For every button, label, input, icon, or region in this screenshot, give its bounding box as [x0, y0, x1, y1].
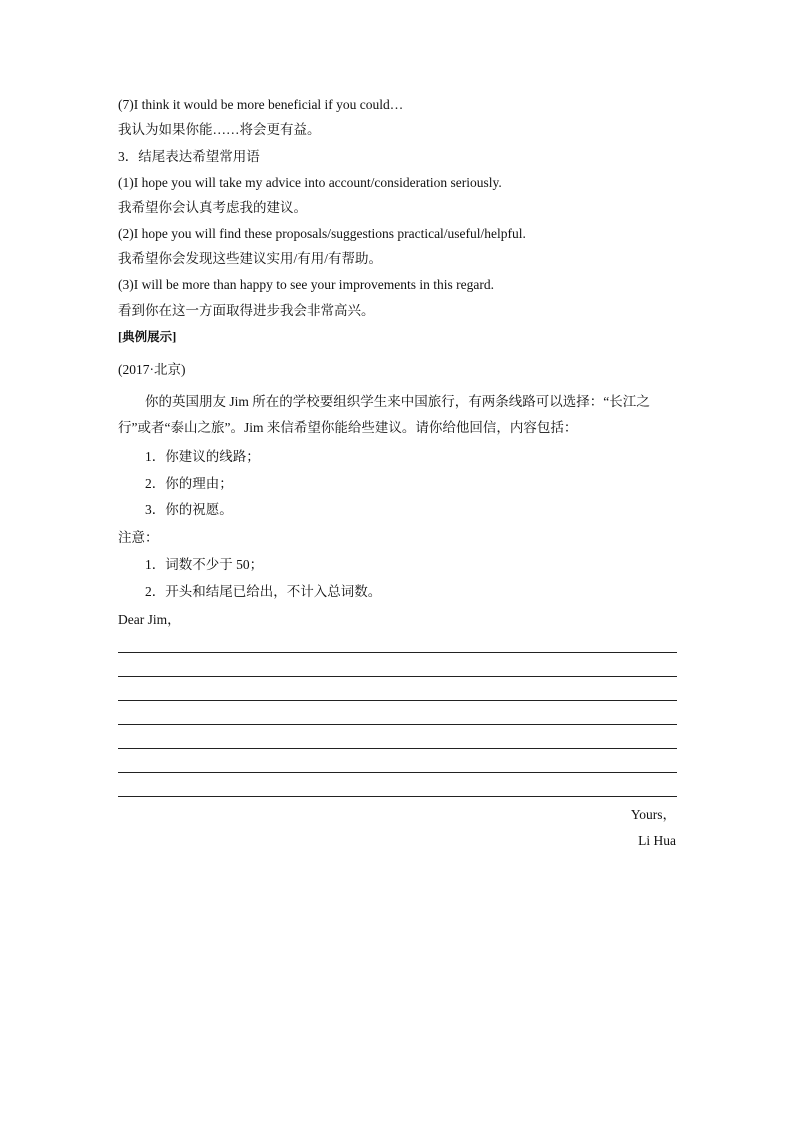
- writing-line: [118, 652, 677, 653]
- example-source: (2017·北京): [118, 362, 186, 377]
- writing-line: [118, 700, 677, 701]
- letter-signature: Li Hua: [638, 833, 676, 848]
- prompt-point-1: 1．你建议的线路；: [145, 449, 260, 464]
- note-1: 1．词数不少于 50；: [145, 557, 264, 572]
- phrase-7-english: (7)I think it would be more beneficial if you could…: [118, 97, 404, 112]
- note-2: 2．开头和结尾已给出，不计入总词数。: [145, 584, 382, 599]
- letter-salutation: Dear Jim，: [118, 612, 181, 627]
- prompt-point-3: 3．你的祝愿。: [145, 502, 233, 517]
- notes-label: 注意：: [118, 530, 159, 545]
- phrase-3-chinese: 看到你在这一方面取得进步我会非常高兴。: [118, 303, 375, 318]
- phrase-7-chinese: 我认为如果你能……将会更有益。: [118, 122, 321, 137]
- prompt-point-2: 2．你的理由；: [145, 476, 233, 491]
- writing-line: [118, 748, 677, 749]
- example-heading: [典例展示]: [118, 330, 177, 344]
- letter-closing: Yours，: [630, 807, 676, 822]
- phrase-3-english: (3)I will be more than happy to see your improvements in this regard.: [118, 277, 495, 292]
- phrase-2-chinese: 我希望你会发现这些建议实用/有用/有帮助。: [118, 251, 383, 266]
- example-prompt: 你的英国朋友 Jim 所在的学校要组织学生来中国旅行，有两条线路可以选择：“长江之行”或者“泰山之旅”。Jim 来信希望你能给些建议。请你给他回信，内容包括：: [118, 394, 650, 435]
- phrase-1-chinese: 我希望你会认真考虑我的建议。: [118, 200, 307, 215]
- phrase-2-english: (2)I hope you will find these proposals/suggestions practical/useful/helpful.: [118, 226, 526, 241]
- writing-line: [118, 796, 677, 797]
- writing-line: [118, 676, 677, 677]
- writing-line: [118, 772, 677, 773]
- writing-line: [118, 724, 677, 725]
- phrase-1-english: (1)I hope you will take my advice into account/consideration seriously.: [118, 175, 502, 190]
- section-3-heading: 3．结尾表达希望常用语: [118, 149, 260, 164]
